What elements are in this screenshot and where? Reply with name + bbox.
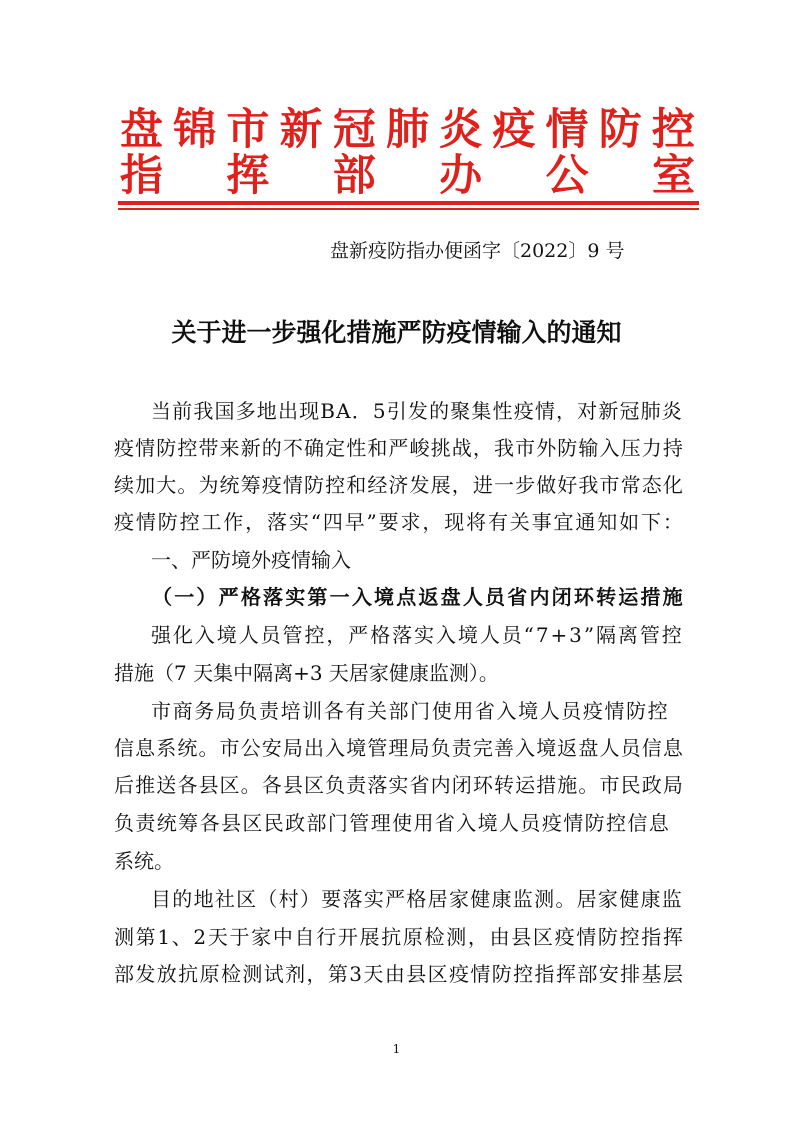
body-line: 测 第 1 、 2 天 于 家 中 自 行 开 展 抗 原 检 测 ， 由 县 区 疫 情 防 控 指 挥 (114, 925, 683, 949)
letterhead-char: 市 (226, 105, 270, 155)
letterhead-char: 肺 (385, 105, 429, 155)
letterhead-org-line-2 (0, 148, 793, 204)
body-line: 疫 情 防 控 带 来 新 的 不 确 定 性 和 严 峻 挑 战 ， 我 市 外 防 输 入 压 力 持 (114, 436, 683, 460)
body-line: 负 责 统 筹 各 县 区 民 政 部 门 管 理 使 用 省 入 境 人 员 疫 情 防 控 信 息 (114, 811, 669, 835)
body-line: 疫 情 防 控 工 作 ， 落 实 “ 四 早 ” 要 求 ， 现 将 有 关 事 宜 通 知 如 下 ： (114, 510, 683, 534)
body-line: 措施（7 天集中隔离+3 天居家健康监测）。 (114, 661, 499, 685)
letterhead-char: 盘 (120, 105, 163, 155)
body-line: 系统。 (114, 849, 174, 873)
document-title: 关于进一步强化措施严防疫情输入的通知 (171, 318, 622, 347)
document-number: 盘新疫防指办便函字〔2022〕9 号 (330, 240, 625, 262)
body-line: 信 息 系 统 。 市 公 安 局 出 入 境 管 理 局 负 责 完 善 入 境 返 盘 人 员 信 息 (114, 736, 683, 760)
letterhead-char: 控 (651, 105, 695, 155)
body-line: 市 商 务 局 负 责 培 训 各 有 关 部 门 使 用 省 入 境 人 员 疫 情 防 控 (151, 699, 668, 723)
letterhead-char: 部 (332, 151, 376, 201)
letterhead-rule-thin (118, 208, 699, 210)
letterhead-char: 锦 (173, 105, 217, 155)
letterhead-char: 室 (651, 151, 695, 201)
body-line: 目 的 地 社 区 （ 村 ） 要 落 实 严 格 居 家 健 康 监 测 。 居 家 健 康 监 (151, 887, 682, 911)
letterhead-char: 新 (279, 105, 323, 155)
page-number: 1 (392, 1042, 401, 1056)
letterhead-char: 炎 (439, 105, 483, 155)
letterhead-char: 挥 (226, 151, 270, 201)
body-line: 当 前 我 国 多 地 出 现 B A ． 5 引 发 的 聚 集 性 疫 情 ， 对 新 冠 肺 炎 (151, 399, 682, 423)
subsection-heading: （ 一 ） 严 格 落 实 第 一 入 境 点 返 盘 人 员 省 内 闭 环 转 运 措 施 (152, 585, 683, 609)
body-line: 后 推 送 各 县 区 。 各 县 区 负 责 落 实 省 内 闭 环 转 运 措 施 。 市 民 政 局 (114, 773, 683, 797)
letterhead-char: 防 (598, 105, 642, 155)
letterhead-char: 情 (545, 105, 589, 155)
body-line: 部 发 放 抗 原 检 测 试 剂 ， 第 3 天 由 县 区 疫 情 防 控 指 挥 部 安 排 基 层 (114, 962, 683, 986)
section-heading: 一、严防境外疫情输入 (151, 548, 351, 572)
letterhead-char: 公 (545, 151, 589, 201)
letterhead-char: 办 (439, 151, 483, 201)
letterhead-char: 疫 (492, 105, 536, 155)
letterhead-rule-thick (118, 201, 699, 205)
body-line: 续 加 大 。 为 统 筹 疫 情 防 控 和 经 济 发 展 ， 进 一 步 做 好 我 市 常 态 化 (114, 473, 683, 497)
letterhead-char: 冠 (332, 105, 376, 155)
letterhead-char: 指 (120, 151, 163, 201)
body-line: 强 化 入 境 人 员 管 控 ， 严 格 落 实 入 境 人 员 “ 7 + 3 ” 隔 离 管 控 (151, 623, 682, 647)
